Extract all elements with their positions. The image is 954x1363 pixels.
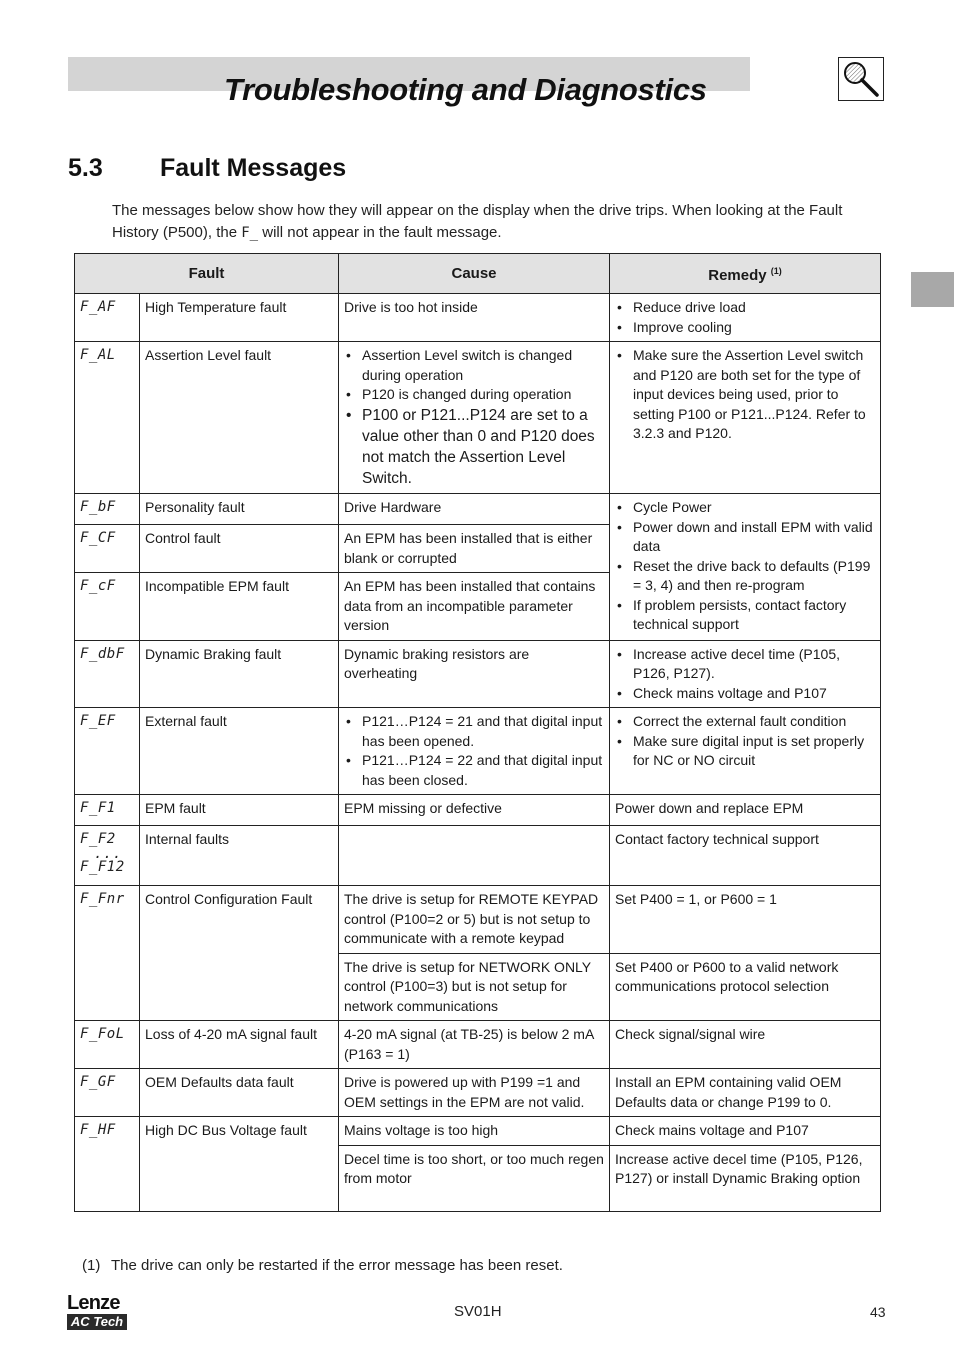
logo-lenze: Lenze [67,1292,120,1314]
fault-name: Control fault [140,525,339,573]
fault-name: Loss of 4-20 mA signal fault [140,1021,339,1069]
fault-code: F_bF [75,494,140,525]
magnifier-icon [838,57,884,101]
fault-remedy [610,640,881,708]
table-row [75,342,881,494]
fault-cause: Decel time is too short, or too much regen from motor [339,1145,610,1211]
section-title: Fault Messages [160,154,347,182]
fault-cause: The drive is setup for REMOTE KEYPAD control (P100=2 or 5) but is not setup to communicate with a remote keypad [339,886,610,954]
header-cause: Cause [339,254,610,294]
fault-remedy [610,708,881,795]
intro-text-end: will not appear in the fault message. [258,224,502,241]
fault-cause [339,342,610,494]
fault-cause [339,826,610,886]
footnote [82,1257,563,1274]
page-title: Troubleshooting and Diagnostics [224,72,707,107]
list-item: • P100 or P121...P124 are set to a value other than 0 and P120 does not match the Assertion Level Switch. [362,405,604,489]
fault-code: F_EF [75,708,140,795]
intro-glyph: F_ [241,225,259,241]
footnote-text: The drive can only be restarted if the error message has been reset. [111,1257,563,1274]
list-item: • Reduce drive load [633,298,875,318]
fault-cause: 4-20 mA signal (at TB-25) is below 2 mA (P163 = 1) [339,1021,610,1069]
fault-cause: Drive is powered up with P199 =1 and OEM settings in the EPM are not valid. [339,1069,610,1117]
page-number: 43 [870,1304,886,1320]
table-row [75,494,881,525]
fault-remedy: Increase active decel time (P105, P126, P127) or install Dynamic Braking option [610,1145,881,1211]
list-item: • Cycle Power [633,498,875,518]
list-item: • Make sure digital input is set properly for NC or NO circuit [633,732,875,771]
fault-cause: The drive is setup for NETWORK ONLY control (P100=3) but is not setup for network communications [339,953,610,1021]
fault-name: External fault [140,708,339,795]
list-item: • Check mains voltage and P107 [633,684,875,704]
fault-code: F_FoL [75,1021,140,1069]
document-code: SV01H [454,1303,502,1320]
fault-code: F_F1 [75,795,140,826]
table-row [75,708,881,795]
fault-table [74,253,881,1212]
intro-paragraph [112,200,892,244]
table-row [75,294,881,342]
fault-code-first: F_F2 [80,831,116,847]
fault-code [75,826,140,886]
list-item: • Correct the external fault condition [633,712,875,732]
fault-name: EPM fault [140,795,339,826]
fault-code: F_CF [75,525,140,573]
fault-name: Internal faults [140,826,339,886]
fault-cause: An EPM has been installed that contains data from an incompatible parameter version [339,573,610,641]
fault-cause: Drive Hardware [339,494,610,525]
list-item: • P121…P124 = 21 and that digital input has been opened. [362,712,604,751]
fault-remedy [610,342,881,494]
list-item: • Improve cooling [633,318,875,338]
fault-remedy: Check mains voltage and P107 [610,1117,881,1146]
fault-code: F_AF [75,294,140,342]
fault-code: F_cF [75,573,140,641]
list-item: • Reset the drive back to defaults (P199 = 3, 4) and then re-program [633,557,875,596]
table-row [75,1117,881,1146]
list-item: • Assertion Level switch is changed during operation [362,346,604,385]
table-row [75,1069,881,1117]
fault-remedy [610,494,881,641]
list-item: • P121…P124 = 22 and that digital input has been closed. [362,751,604,790]
fault-name: Control Configuration Fault [140,886,339,1021]
fault-remedy: Check signal/signal wire [610,1021,881,1069]
fault-name: Personality fault [140,494,339,525]
fault-name: High DC Bus Voltage fault [140,1117,339,1212]
list-item: • Increase active decel time (P105, P126, P127). [633,645,875,684]
side-tab [911,272,954,307]
fault-name: Dynamic Braking fault [140,640,339,708]
fault-cause: EPM missing or defective [339,795,610,826]
fault-cause: Drive is too hot inside [339,294,610,342]
header-remedy [610,254,881,294]
fault-name: Assertion Level fault [140,342,339,494]
fault-remedy [610,294,881,342]
fault-code: F_dbF [75,640,140,708]
fault-remedy: Set P400 or P600 to a valid network communications protocol selection [610,953,881,1021]
list-item: • If problem persists, contact factory technical support [633,596,875,635]
fault-code: F_Fnr [75,886,140,1021]
list-item: • Power down and install EPM with valid data [633,518,875,557]
fault-cause: An EPM has been installed that is either blank or corrupted [339,525,610,573]
fault-remedy: Install an EPM containing valid OEM Defaults data or change P199 to 0. [610,1069,881,1117]
fault-remedy: Contact factory technical support [610,826,881,886]
company-logo [67,1292,129,1330]
fault-name: Incompatible EPM fault [140,573,339,641]
table-header-row [75,254,881,294]
table-row [75,640,881,708]
header-fault: Fault [75,254,339,294]
fault-code: F_AL [75,342,140,494]
intro-text: The messages below show how they will appear on the display when the drive trips. When looking at the Fault History (P500), the [112,202,843,241]
logo-actech: AC Tech [67,1314,127,1330]
list-item: • P120 is changed during operation [362,385,604,405]
fault-code-dots: ... [94,845,123,862]
header-remedy-note: (1) [770,265,782,276]
fault-cause: Mains voltage is too high [339,1117,610,1146]
fault-name: High Temperature fault [140,294,339,342]
fault-code: F_HF [75,1117,140,1212]
list-item: • Make sure the Assertion Level switch and P120 are both set for the type of input devices being used, prior to setting P100 or P121...P124. Refer to 3.2.3 and P120. [633,346,875,444]
fault-remedy: Set P400 = 1, or P600 = 1 [610,886,881,954]
table-row [75,795,881,826]
table-row [75,886,881,954]
table-row [75,826,881,886]
fault-code-last: F_F12 [80,858,125,875]
fault-name: OEM Defaults data fault [140,1069,339,1117]
footnote-mark: (1) [82,1257,101,1274]
fault-cause: Dynamic braking resistors are overheating [339,640,610,708]
section-number: 5.3 [68,154,103,182]
fault-cause [339,708,610,795]
fault-remedy: Power down and replace EPM [610,795,881,826]
table-row [75,1021,881,1069]
section-heading [68,154,346,183]
header-remedy-label: Remedy [708,266,767,284]
fault-code: F_GF [75,1069,140,1117]
